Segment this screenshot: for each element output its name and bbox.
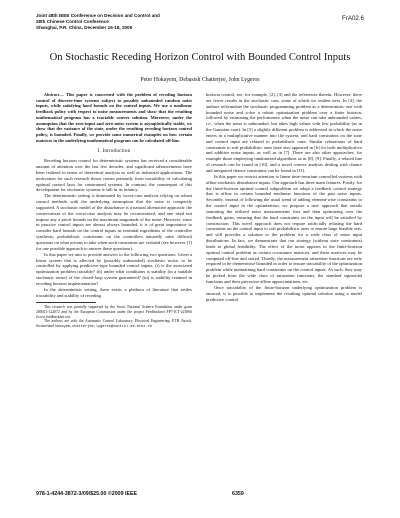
body-paragraph: Once tractability of the finite-horizon underlying optimization problem is ensured, it is possible to implement the resulting optimal solution using a model predictive control [206,284,362,302]
paper-authors: Peter Hokayem, Debasish Chatterjee, John Lygeros [140,77,260,83]
right-column [206,92,362,302]
affiliation-text: The authors are with the Automatic Control Laboratory, Electrical Engineering, ETH Zurich, Switzerland [36,319,192,328]
conference-line: Shanghai, P.R. China, December 16-18, 2009 [36,25,133,30]
body-paragraph: Receding horizon control for deterministic systems has received a considerable amount of attention over the last few decades, and significant advancements have been realized in terms of theoretical analysis as well as industrial applications. The motivation for such research thrust comes primarily from tractability of calculating optimal control laws for constrained systems. In contrast, the counterpart of this development for stochastic systems is still in its infancy. [36,158,192,193]
conference-line: 28th Chinese Control Conference [36,19,109,24]
abstract-text: — This paper is concerned with the problem of receding horizon control of discrete-time systems subject to possibly unbounded random noise inputs, while satisfying hard bounds on the control inputs. We use a nonlinear feedback policy with respect to noise measurements and show that the resulting mathematical program has a tractable convex solution. Moreover, under the assumption that the zero-input and zero-noise system is asymptotically stable, we show that the variance of the state, under the resulting receding horizon control policy, is bounded. Finally, we provide some numerical examples on how certain matrices in the underlying mathematical program can be calculated off-line. [36,92,192,143]
paper-id: FrA02.6 [341,15,364,22]
conference-line: Joint 48th IEEE Conference on Decision and Control and [36,13,160,18]
body-paragraph: In the deterministic setting, there exists a plethora of literature that settles tractability and stability of receding [36,286,192,298]
page-number: 6359 [232,491,244,497]
body-paragraph: The deterministic setting is dominated by worst-case analysis relying on robust control methods with the underlying assumption that the noise is compactly supported. A stochastic model of the disturbance is a natural alternative approach: the conservatism of the worst-case analysis may be circumvented, and one need not impose any a priori bounds on the maximum magnitude of the noise. However, since in practice control inputs are almost always bounded, it is of great importance to consider hard bounds on the control inputs as essential ingredients of the controller synthesis; probabilistic constraints on the controllers naturally raise difficult questions on what actions to take when such constraints are violated (see however [1] for one possible approach to answer these questions). [36,193,192,251]
isbn-footer: 978-1-4244-3872-3/09/$25.00 ©2009 IEEE [36,491,138,497]
affiliation-footnote [36,319,192,329]
abstract-label: Abstract [44,92,60,97]
author-email: hokayem,chatterjee,lygeros@control.ee.ethz.ch [54,324,152,329]
funding-footnote: This research was partially supported by the Swiss National Science Foundation under grant 200021-122072 and by the European Commission under the project Feedbacknet FP7-ICT-223866 (www.feedbacknet.eu). [36,305,192,319]
body-paragraph: In this paper we restrict attention to linear time-invariant controlled systems with affine stochastic disturbance inputs. Our approach has three main features. Firstly, for the finite-horizon optimal control subproblem we adopt a feedback control strategy that is affine in certain bounded nonlinear functions of the past noise inputs. Secondly, instead of following the usual trend of adding element-wise constraints to the control input in the optimization, we propose a new approach that entails saturating the utilized noise measurements first and then optimizing over the feedback gains, ensuring that the hard constraints on the input will be satisfied by construction. This novel approach does not require artificially relaxing the hard constraints on the control input to soft probabilistic ones to ensure large feasible sets, and still provides a solution to the problem for a wide class of noise input distributions. In fact, we demonstrate that our strategy (without state constraints) leads to global feasibility. The effect of the noise appears in the finite-horizon optimal control problem as certain covariance matrices, and these matrices may be computed off-line and stored. Thirdly, the measurement saturation functions are only required to be elementwise bounded in order to ensure tractability of the optimization problem while maintaining hard constraints on the control inputs. As such, they may be picked from the wide class of saturation functions, the standard sigmoidal functions and their piecewise affine approximations, etc. [206,173,362,284]
paper-title: On Stochastic Receding Horizon Control with Bounded Control Inputs [49,52,351,63]
section-heading: I. Introduction [97,148,131,155]
conference-header [36,13,236,31]
body-paragraph: In this paper we aim to provide answers to the following two questions. Given a linear system that is affected by (possibly unbounded) stochastic noise, to be controlled by applying predictive-type bounded control inputs, (i) is the associated optimization problem tractable? (ii) under what conditions is stability (in a suitable stochastic sense) of the closed-loop system guaranteed? (iii) is stability retained in receding horizon implementation? [36,251,192,286]
left-column [36,92,192,329]
abstract [36,92,192,143]
footnote-rule [36,302,96,303]
body-paragraph: horizon control, see, for example, [2], [3] and the references therein. However, there are fewer results in the stochastic case, some of which we outline next. In [4], the authors reformulate the stochastic programming problem as a deterministic one with bounded noise and solve a robust optimization problem over a finite horizon, followed by estimating the performance when the noise can take unbounded values, i.e., when the noise is unbounded, but takes high values with low probability (as in the Gaussian case). In [5] a slightly different problem is addressed in which the noise enters in a multiplicative manner into the system, and hard constraints on the state and control input are relaxed to probabilistic ones. Similar relaxations of hard constraints to soft probabilistic ones have also appeared in [6] for both multiplicative and additive noise inputs, as well as in [7]. There are also other approaches, for example those employing randomized algorithms as in [8], [9]. Finally, a related line of research can be found in [10], and a novel convex analysis dealing with chance and integrated chance constraints can be found in [11]. [206,92,362,173]
